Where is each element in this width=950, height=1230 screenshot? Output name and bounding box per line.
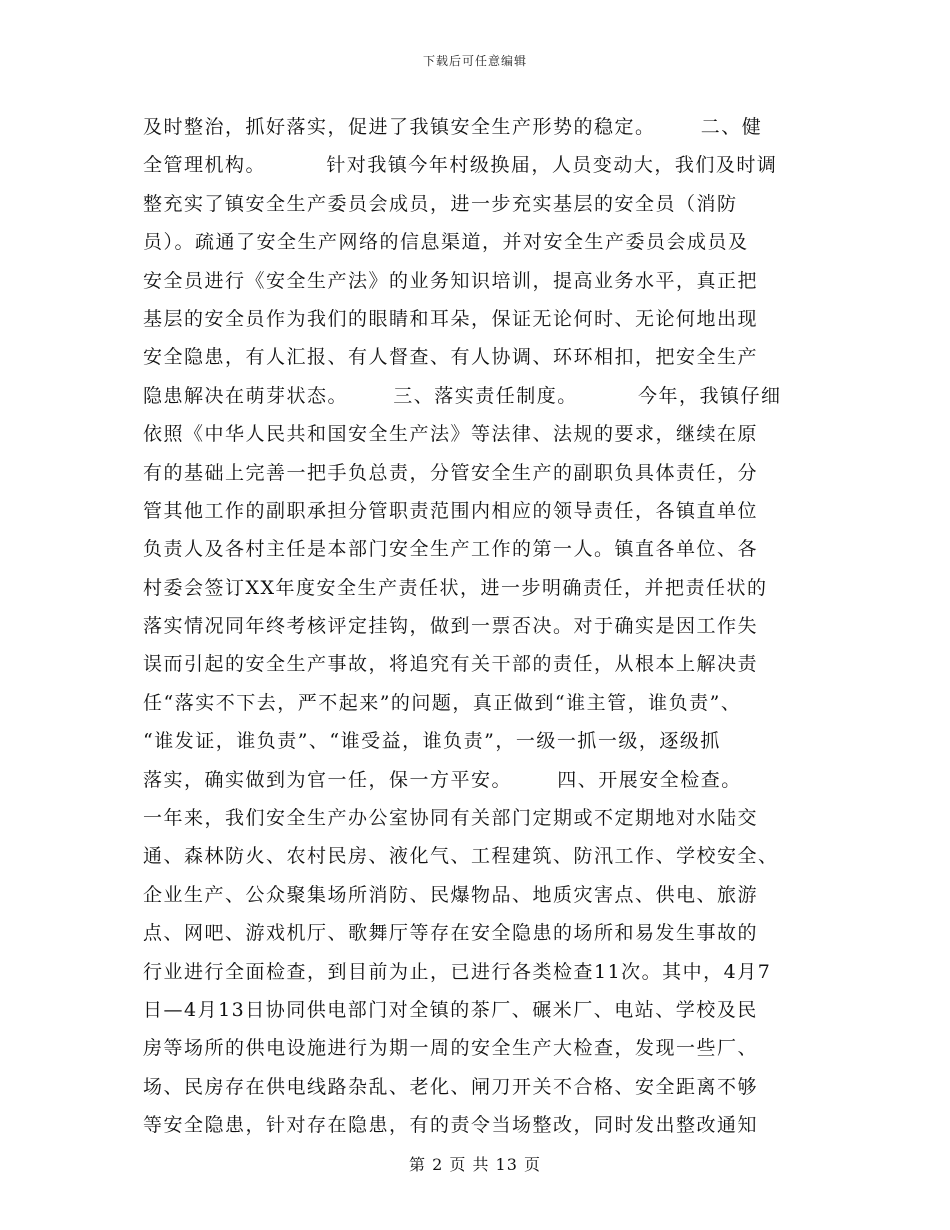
- text-line: 等安全隐患，针对存在隐患，有的责令当场整改，同时发出整改通知: [143, 1114, 759, 1137]
- text-line: 村委会签订XX年度安全生产责任状，进一步明确责任，并把责任状的: [143, 576, 768, 599]
- text-line: 任“落实不下去，严不起来”的问题，真正做到“谁主管，谁负责”、: [143, 691, 742, 714]
- text-line: 通、森林防火、农村民房、液化气、工程建筑、防汛工作、学校安全、: [143, 845, 779, 868]
- text-line: 依照《中华人民共和国安全生产法》等法律、法规的要求，继续在原: [143, 423, 759, 446]
- text-line: 房等场所的供电设施进行为期一周的安全生产大检查，发现一些厂、: [143, 1037, 759, 1060]
- text-line: 落实情况同年终考核评定挂钩，做到一票否决。对于确实是因工作失: [143, 615, 759, 638]
- text-line: 全管理机构。 针对我镇今年村级换届，人员变动大，我们及时调: [143, 154, 778, 177]
- text-line: 点、网吧、游戏机厅、歌舞厅等存在安全隐患的场所和易发生事故的: [143, 922, 759, 945]
- text-line: 管其他工作的副职承担分管职责范围内相应的领导责任，各镇直单位: [143, 499, 759, 522]
- page-header: 下载后可任意编辑: [422, 54, 527, 68]
- text-line: 场、民房存在供电线路杂乱、老化、闸刀开关不合格、安全距离不够: [143, 1075, 759, 1098]
- text-line: 整充实了镇安全生产委员会成员，进一步充实基层的安全员（消防: [143, 192, 738, 215]
- text-line: 一年来，我们安全生产办公室协同有关部门定期或不定期地对水陆交: [143, 807, 759, 830]
- text-line: 负责人及各村主任是本部门安全生产工作的第一人。镇直各单位、各: [143, 538, 759, 561]
- text-line: 安全隐患，有人汇报、有人督查、有人协调、环环相扣，把安全生产: [143, 346, 759, 369]
- text-line: 及时整治，抓好落实，促进了我镇安全生产形势的稳定。 二、健: [143, 116, 763, 138]
- text-line: “谁发证，谁负责”、“谁受益，谁负责”，一级一抓一级，逐级抓: [143, 730, 721, 753]
- text-line: 基层的安全员作为我们的眼睛和耳朵，保证无论何时、无论何地出现: [143, 307, 759, 330]
- text-line: 隐患解决在萌芽状态。 三、落实责任制度。 今年，我镇仔细: [143, 384, 782, 407]
- text-line: 落实，确实做到为官一任，保一方平安。 四、开展安全检查。: [143, 768, 742, 791]
- document-body: [143, 108, 813, 1145]
- text-line: 安全员进行《安全生产法》的业务知识培训，提高业务水平，真正把: [143, 269, 759, 292]
- text-line: 员）。疏通了安全生产网络的信息渠道，并对安全生产委员会成员及: [143, 231, 749, 254]
- page-number-footer: 第 2 页 共 13 页: [409, 1155, 541, 1174]
- text-line: 日—4月13日协同供电部门对全镇的茶厂、碾米厂、电站、学校及民: [143, 998, 758, 1021]
- text-line: 行业进行全面检查，到目前为止，已进行各类检查11次。其中，4月7: [143, 960, 772, 983]
- text-line: 有的基础上完善一把手负总责，分管安全生产的副职负具体责任，分: [143, 461, 759, 484]
- text-line: 企业生产、公众聚集场所消防、民爆物品、地质灾害点、供电、旅游: [143, 883, 759, 906]
- text-line: 误而引起的安全生产事故，将追究有关干部的责任，从根本上解决责: [143, 653, 759, 676]
